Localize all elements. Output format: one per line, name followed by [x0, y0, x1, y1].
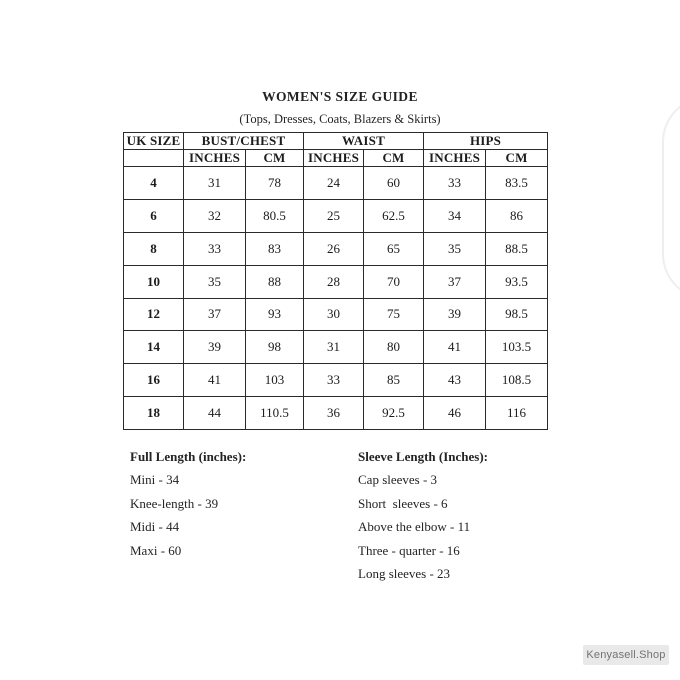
hips-cm-header: CM [486, 150, 548, 167]
measurement-cell: 28 [304, 265, 364, 298]
bust-inches-header: INCHES [184, 150, 246, 167]
group-header-row [124, 133, 548, 150]
measurement-cell: 26 [304, 232, 364, 265]
full-length-section [130, 450, 246, 567]
table-row [124, 397, 548, 430]
table-row [124, 298, 548, 331]
full-length-item: Midi - 44 [130, 519, 180, 535]
measurement-cell: 41 [424, 331, 486, 364]
measurement-cell: 33 [304, 364, 364, 397]
measurement-cell: 33 [184, 232, 246, 265]
measurement-cell: 80.5 [246, 199, 304, 232]
page-title: WOMEN'S SIZE GUIDE [262, 89, 418, 104]
full-length-item: Knee-length - 39 [130, 495, 219, 511]
measurement-cell: 98 [246, 331, 304, 364]
full-length-item: Mini - 34 [130, 472, 180, 488]
measurement-cell: 75 [364, 298, 424, 331]
measurement-cell: 36 [304, 397, 364, 430]
hips-header: HIPS [424, 133, 548, 150]
waist-header: WAIST [304, 133, 424, 150]
measurement-cell: 116 [486, 397, 548, 430]
measurement-cell: 39 [184, 331, 246, 364]
measurement-cell: 37 [184, 298, 246, 331]
sleeve-length-heading: Sleeve Length (Inches): [358, 449, 488, 464]
measurement-cell: 43 [424, 364, 486, 397]
measurement-cell: 46 [424, 397, 486, 430]
sub-header-row [124, 150, 548, 167]
measurement-cell: 37 [424, 265, 486, 298]
measurement-cell: 98.5 [486, 298, 548, 331]
table-row [124, 331, 548, 364]
uk-size-cell: 14 [124, 331, 184, 364]
uk-size-cell: 8 [124, 232, 184, 265]
page-subtitle: (Tops, Dresses, Coats, Blazers & Skirts) [239, 112, 441, 126]
measurement-cell: 33 [424, 167, 486, 200]
measurement-cell: 103 [246, 364, 304, 397]
uk-size-cell: 4 [124, 167, 184, 200]
measurement-cell: 103.5 [486, 331, 548, 364]
measurement-cell: 32 [184, 199, 246, 232]
measurement-cell: 70 [364, 265, 424, 298]
uk-size-cell: 12 [124, 298, 184, 331]
sleeve-length-item: Three - quarter - 16 [358, 542, 460, 558]
measurement-cell: 25 [304, 199, 364, 232]
measurement-cell: 31 [304, 331, 364, 364]
table-row [124, 167, 548, 200]
measurement-cell: 108.5 [486, 364, 548, 397]
measurement-cell: 78 [246, 167, 304, 200]
sleeve-length-section [358, 450, 488, 590]
measurement-cell: 24 [304, 167, 364, 200]
table-row [124, 199, 548, 232]
measurement-cell: 83 [246, 232, 304, 265]
size-guide-table [123, 132, 548, 430]
measurement-cell: 35 [424, 232, 486, 265]
measurement-cell: 44 [184, 397, 246, 430]
measurement-cell: 35 [184, 265, 246, 298]
measurement-cell: 93 [246, 298, 304, 331]
measurement-cell: 110.5 [246, 397, 304, 430]
measurement-cell: 83.5 [486, 167, 548, 200]
measurement-cell: 62.5 [364, 199, 424, 232]
measurement-cell: 86 [486, 199, 548, 232]
bust-cm-header: CM [246, 150, 304, 167]
uk-size-cell: 6 [124, 199, 184, 232]
measurement-cell: 93.5 [486, 265, 548, 298]
measurement-cell: 34 [424, 199, 486, 232]
measurement-cell: 60 [364, 167, 424, 200]
sleeve-length-item: Long sleeves - 23 [358, 565, 451, 581]
measurement-cell: 85 [364, 364, 424, 397]
waist-inches-header: INCHES [304, 150, 364, 167]
table-row [124, 364, 548, 397]
uk-size-header: UK SIZE [124, 133, 184, 150]
table-row [124, 265, 548, 298]
card-edge-line [662, 96, 680, 300]
sleeve-length-item: Short sleeves - 6 [358, 495, 448, 511]
measurement-cell: 41 [184, 364, 246, 397]
watermark-badge [583, 645, 669, 665]
measurement-cell: 39 [424, 298, 486, 331]
full-length-heading: Full Length (inches): [130, 449, 247, 464]
measurement-cell: 92.5 [364, 397, 424, 430]
uk-size-cell: 10 [124, 265, 184, 298]
measurement-cell: 88.5 [486, 232, 548, 265]
measurement-cell: 65 [364, 232, 424, 265]
uk-size-cell: 18 [124, 397, 184, 430]
watermark-label: Kenyasell.Shop [586, 649, 666, 661]
sleeve-length-item: Above the elbow - 11 [358, 519, 471, 535]
full-length-item: Maxi - 60 [130, 542, 182, 558]
sleeve-length-item: Cap sleeves - 3 [358, 472, 438, 488]
hips-inches-header: INCHES [424, 150, 486, 167]
measurement-cell: 80 [364, 331, 424, 364]
empty-header-cell [124, 150, 184, 167]
uk-size-cell: 16 [124, 364, 184, 397]
measurement-cell: 30 [304, 298, 364, 331]
measurement-cell: 88 [246, 265, 304, 298]
table-row [124, 232, 548, 265]
waist-cm-header: CM [364, 150, 424, 167]
bust-chest-header: BUST/CHEST [184, 133, 304, 150]
measurement-cell: 31 [184, 167, 246, 200]
